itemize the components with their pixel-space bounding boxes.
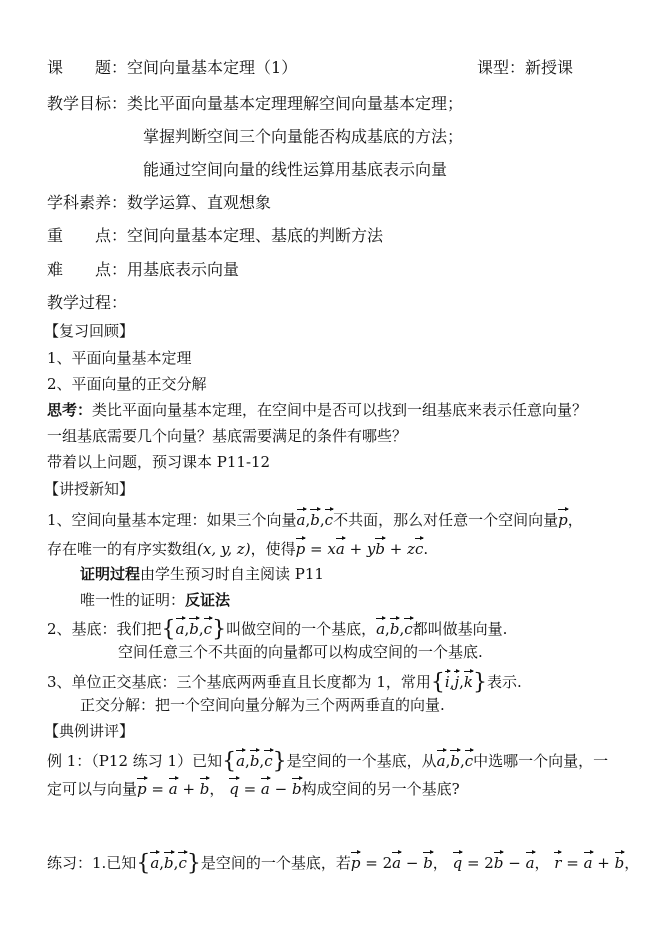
key-point-label: 重 点：	[47, 226, 128, 245]
unit-basis-line: 3、单位正交基底：三个基底两两垂直且长度都为 1，常用{i,j,k}表示.	[47, 670, 522, 695]
orthogonal-line: 正交分解：把一个空间向量分解为三个两两垂直的向量.	[80, 696, 445, 714]
lesson-type-value: 新授课	[525, 58, 574, 77]
theorem-text-b: 不共面，那么对任意一个空间向量	[333, 511, 559, 529]
practice-text-b: 是空间的一个基底，若	[200, 854, 351, 872]
examples-heading: 【典例讲评】	[44, 722, 135, 740]
literacy-text: 数学运算、直观想象	[127, 193, 272, 212]
vector-b: b	[310, 507, 320, 528]
think-line-1	[47, 401, 587, 419]
new-knowledge-heading: 【讲授新知】	[44, 480, 135, 498]
basis-text-c: 都叫做基向量.	[412, 620, 508, 638]
vector-a: a	[297, 507, 306, 528]
theorem-line-1: 1、空间向量基本定理：如果三个向量a,b,c不共面，那么对任意一个空间向量p，	[47, 507, 583, 529]
goals-label: 教学目标：	[47, 94, 128, 113]
goal-1: 类比平面向量基本定理理解空间向量基本定理；	[127, 94, 464, 113]
review-heading: 【复习回顾】	[44, 322, 135, 340]
review-item-2: 2、平面向量的正交分解	[47, 375, 207, 393]
key-point-line	[47, 226, 383, 245]
ordered-triple: (x, y, z)	[197, 540, 251, 558]
difficulty-line	[47, 260, 239, 279]
lesson-label: 课 题：	[47, 58, 128, 77]
literacy-line	[47, 193, 271, 212]
lesson-header	[47, 58, 607, 77]
difficulty-text: 用基底表示向量	[127, 260, 240, 279]
example-1-text-e: 构成空间的另一个基底?	[301, 780, 460, 798]
uniqueness-method: 反证法	[185, 591, 231, 609]
preview-line: 带着以上问题，预习课本 P11-12	[47, 453, 271, 471]
example-1-line-2: 定可以与向量p = a + b， q = a − b构成空间的另一个基底?	[47, 776, 460, 798]
goals-line-3	[143, 160, 447, 179]
lesson-title: 空间向量基本定理（1）	[127, 58, 298, 77]
goal-2: 掌握判断空间三个向量能否构成基底的方法；	[143, 127, 464, 146]
think-text-1: 类比平面向量基本定理，在空间中是否可以找到一组基底来表示任意向量？	[92, 401, 588, 419]
unit-basis-text-b: 表示.	[486, 673, 522, 691]
proof-label: 证明过程	[80, 565, 141, 583]
practice-text-a: 练习：1.已知	[47, 854, 137, 872]
basis-note: 空间任意三个不共面的向量都可以构成空间的一个基底.	[118, 643, 483, 661]
goal-3: 能通过空间向量的线性运算用基底表示向量	[143, 160, 448, 179]
difficulty-label: 难 点：	[47, 260, 128, 279]
theorem-text-d: 存在唯一的有序实数组	[47, 540, 198, 558]
theorem-text-a: 1、空间向量基本定理：如果三个向量	[47, 511, 297, 529]
example-1-text-a: 例 1：（P12 练习 1）已知	[47, 752, 223, 770]
uniqueness-text: 唯一性的证明：	[80, 591, 186, 609]
proof-text: 由学生预习时自主阅读 P11	[140, 565, 324, 583]
goals-line-2	[143, 127, 463, 146]
practice-line: 练习：1.已知{a,b,c}是空间的一个基底，若p = 2a − b， q = 2b − a， r = a + b，	[47, 851, 640, 876]
vector-c: c	[325, 507, 333, 528]
theorem-line-2: 存在唯一的有序实数组(x, y, z)，使得p = xa + yb + zc.	[47, 536, 428, 558]
example-1-text-c: 中选哪一个向量，一	[473, 752, 609, 770]
goals-line-1	[47, 94, 463, 113]
proof-line	[80, 565, 324, 583]
process-label: 教学过程：	[47, 293, 128, 312]
basis-line: 2、基底：我们把{a,b,c}叫做空间的一个基底，a,b,c都叫做基向量.	[47, 617, 508, 642]
example-1-line-1: 例 1：（P12 练习 1）已知{a,b,c}是空间的一个基底，从a,b,c中选哪一个向量，一	[47, 749, 609, 774]
think-line-2: 一组基底需要几个向量？基底需要满足的条件有哪些？	[47, 427, 408, 445]
key-point-text: 空间向量基本定理、基底的判断方法	[127, 226, 384, 245]
review-item-1: 1、平面向量基本定理	[47, 349, 192, 367]
theorem-text-c: ，	[567, 511, 583, 529]
uniqueness-line	[80, 591, 230, 609]
lesson-type-label: 课型：	[477, 58, 526, 77]
theorem-text-e: ，使得	[250, 540, 296, 558]
basis-text-b: 叫做空间的一个基底，	[226, 620, 377, 638]
lesson-type	[477, 58, 573, 77]
literacy-label: 学科素养：	[47, 193, 128, 212]
vector-p: p	[558, 507, 568, 528]
example-1-text-d: 定可以与向量	[47, 780, 138, 798]
example-1-text-b: 是空间的一个基底，从	[286, 752, 437, 770]
unit-basis-text-a: 3、单位正交基底：三个基底两两垂直且长度都为 1，常用	[47, 673, 431, 691]
think-label: 思考：	[47, 401, 93, 419]
basis-text-a: 2、基底：我们把	[47, 620, 162, 638]
